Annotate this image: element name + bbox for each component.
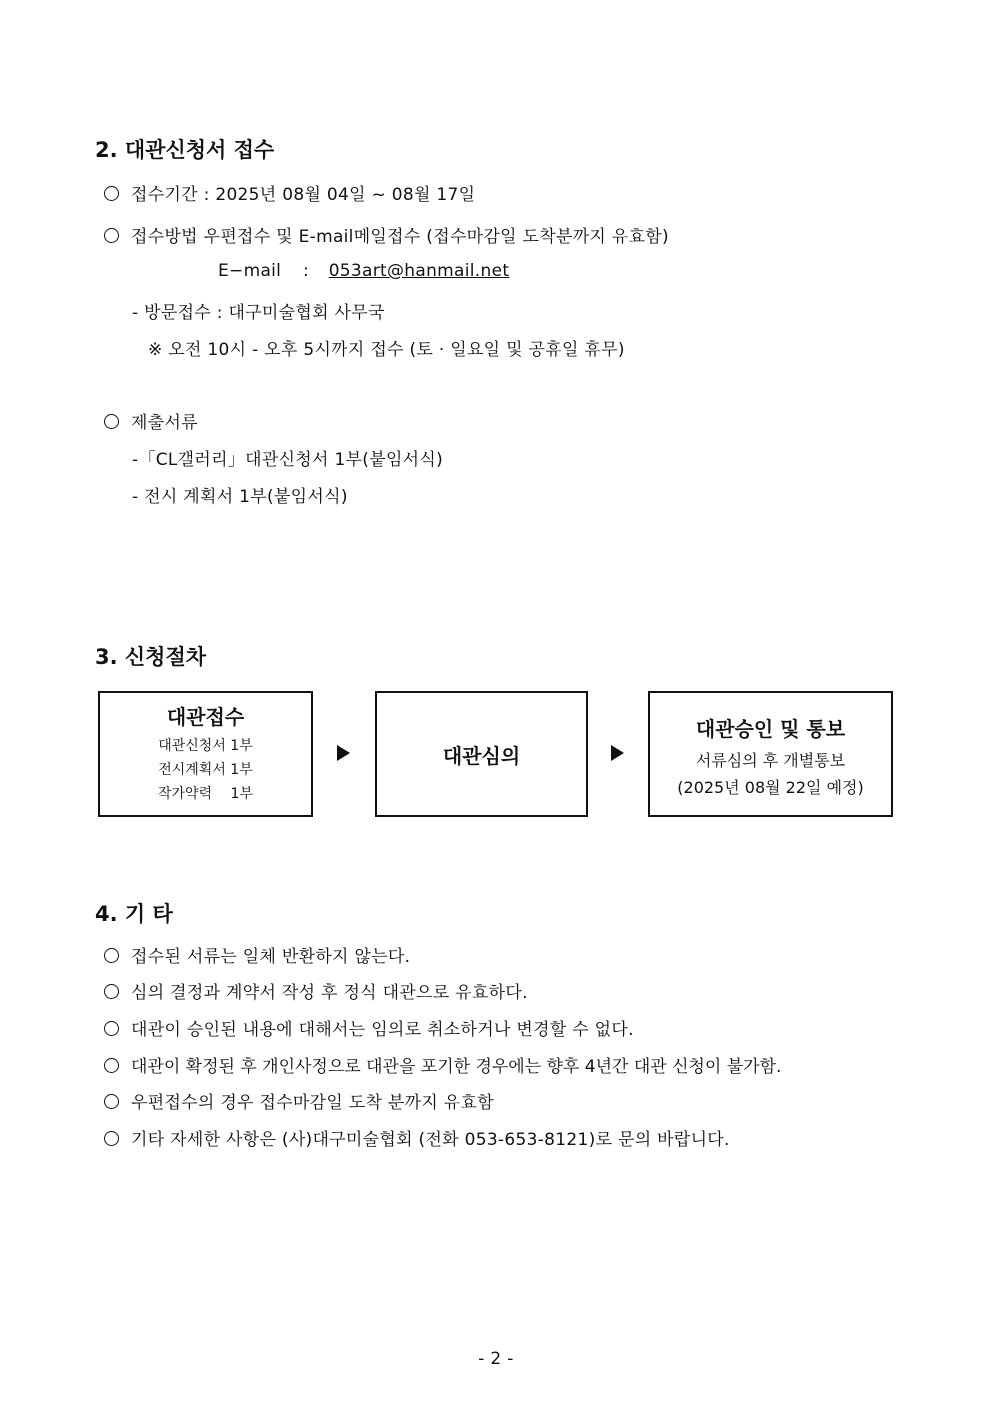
visit-text: - 방문접수 : 대구미술협회 사무국 [132,303,385,323]
circle-bullet-icon [104,1058,119,1073]
docs-item [104,408,198,433]
step-2-title: 대관심의 [442,744,521,768]
section-4-title: 4. 기 타 [95,902,173,926]
circle-bullet-icon [104,1021,119,1036]
circle-bullet-icon [104,948,119,963]
list-item [104,1125,730,1150]
method-item [104,222,669,247]
circle-bullet-icon [104,1094,119,1109]
list-item-text: 접수된 서류는 일체 반환하지 않는다. [131,947,411,967]
step-1-box [98,691,313,817]
list-item-text: 대관이 승인된 내용에 대해서는 임의로 취소하거나 변경할 수 없다. [131,1020,634,1040]
list-item [104,1015,634,1040]
list-item [104,978,528,1003]
doc-2-text: - 전시 계획서 1부(붙임서식) [132,487,348,507]
list-item-text: 우편접수의 경우 접수마감일 도착 분까지 유효함 [131,1093,494,1113]
step-1-line: 전시계획서 1부 [158,762,253,778]
list-item [104,942,410,967]
step-3-title: 대관승인 및 통보 [695,717,846,741]
list-item-text: 기타 자세한 사항은 (사)대구미술협회 (전화 053-653-8121)로 문의 바랍니다. [131,1130,730,1150]
email-line [218,261,509,281]
step-1-title: 대관접수 [166,705,245,729]
step-3-box [648,691,893,817]
section-3-title: 3. 신청절차 [95,645,207,669]
circle-bullet-icon [104,984,119,999]
email-colon: : [302,261,309,281]
period-item [104,180,475,205]
arrow-right-icon [337,745,350,761]
list-item-text: 대관이 확정된 후 개인사정으로 대관을 포기한 경우에는 향후 4년간 대관 신청이 불가함. [131,1057,782,1077]
email-link[interactable]: 053art@hanmail.net [328,261,510,281]
hours-text: ※ 오전 10시 - 오후 5시까지 접수 (토 · 일요일 및 공휴일 휴무) [148,340,625,360]
list-item [104,1052,781,1077]
email-label: E−mail [218,261,282,281]
list-item-text: 심의 결정과 계약서 작성 후 정식 대관으로 유효하다. [131,983,528,1003]
step-2-box [375,691,588,817]
step-1-line: 작가약력 1부 [158,786,253,802]
docs-title: 제출서류 [131,413,198,433]
page-number: - 2 - [478,1349,514,1369]
step-3-line-1: 서류심의 후 개별통보 [695,751,846,770]
circle-bullet-icon [104,414,119,429]
period-text: 접수기간 : 2025년 08월 04일 ~ 08월 17일 [131,185,476,205]
circle-bullet-icon [104,228,119,243]
section-2-title: 2. 대관신청서 접수 [95,138,275,162]
method-text: 접수방법 우편접수 및 E-mail메일접수 (접수마감일 도착분까지 유효함) [131,227,669,247]
arrow-right-icon [611,745,624,761]
doc-1-text: -「CL갤러리」대관신청서 1부(붙임서식) [132,450,444,470]
list-item [104,1088,494,1113]
circle-bullet-icon [104,1131,119,1146]
circle-bullet-icon [104,186,119,201]
step-3-line-2: (2025년 08월 22일 예정) [677,778,864,797]
step-1-line: 대관신청서 1부 [158,738,253,754]
